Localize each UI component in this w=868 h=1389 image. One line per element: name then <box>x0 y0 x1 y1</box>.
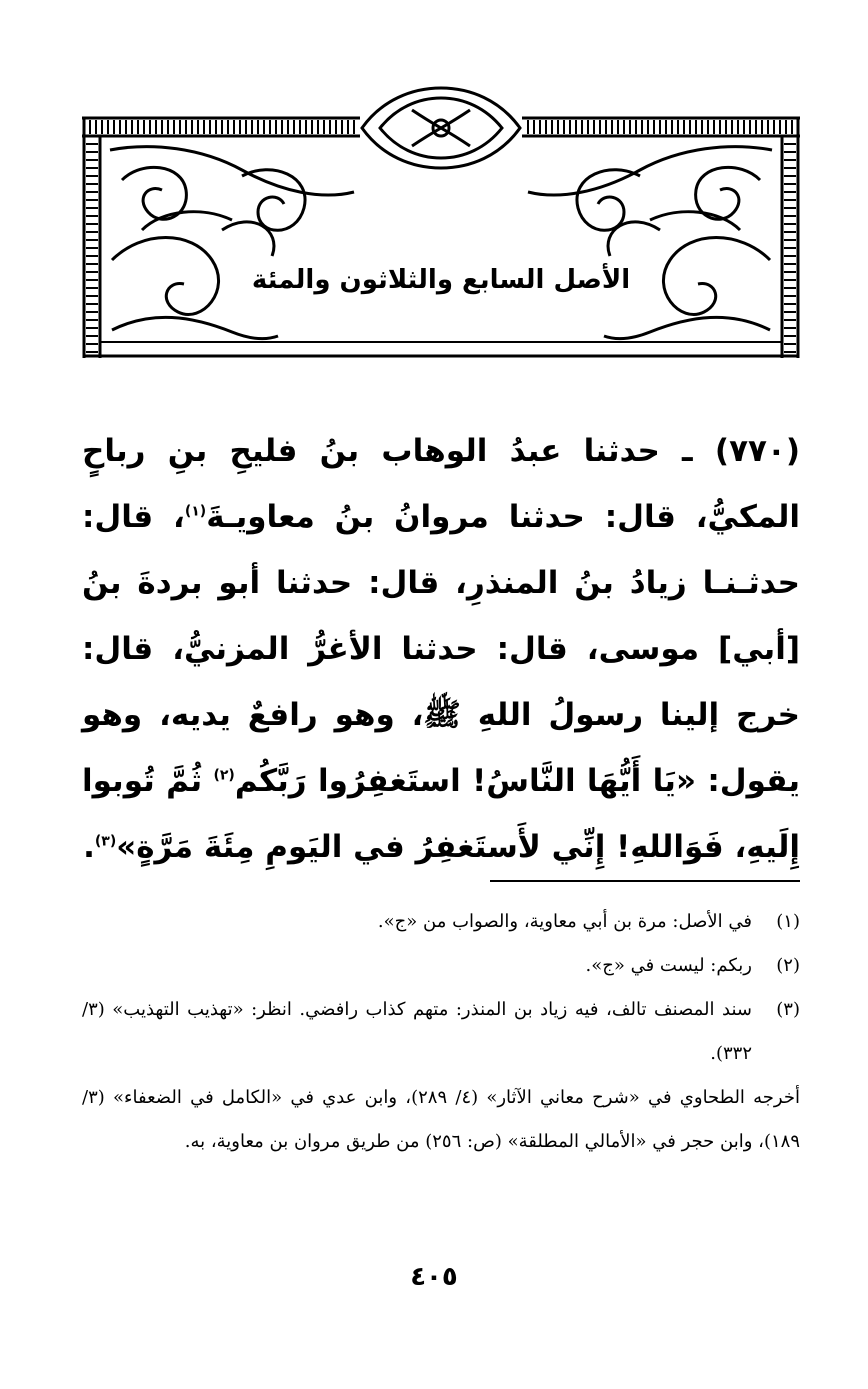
chapter-title: الأصل السابع والثلاثون والمئة <box>282 250 600 310</box>
page-number: ٤٠٥ <box>410 1262 458 1292</box>
footnote-number: (٢) <box>776 955 800 976</box>
footnote-ref-3[interactable]: (٣) <box>94 833 117 850</box>
chapter-header-ornament <box>82 80 800 358</box>
footnote-text: ربكم: ليست في «ج». <box>585 955 752 976</box>
hadith-text <box>82 418 800 880</box>
hadith-text-part-3: ثُمَّ تُوبوا إِلَيهِ، فَوَاللهِ! إِنِّي لأَستَغفِرُ في اليَومِ مِئَةَ مَرَّةٍ» <box>82 763 800 865</box>
footnote-separator <box>490 880 800 882</box>
footnotes <box>82 900 800 1164</box>
footnote-2 <box>82 944 800 988</box>
footnote-text: سند المصنف تالف، فيه زياد بن المنذر: متهم كذاب رافضي. انظر: «تهذيب التهذيب» (٣/ ٣٣٢). <box>82 999 752 1064</box>
hadith-text-part-1: ـ حدثنا عبدُ الوهاب بنُ فليحِ بنِ رباحٍ المكيُّ، قال: حدثنا مروانُ بنُ معاويـةَ <box>82 433 800 535</box>
footnote-ref-2[interactable]: (٢) <box>213 767 235 784</box>
hadith-paragraph <box>82 418 800 880</box>
hadith-text-part-2: ، قال: حدثـنـا زيادُ بنُ المنذرِ، قال: حدثنا أبو بردةَ بنُ [أبي] موسى، قال: حدثنا الأغرُّ المزنيُّ، قال: خرج إلينا رسولُ اللهِ ﷺ، وهو رافعٌ يديه، وهو يقول: «يَا أَيُّهَا النَّاسُ! استَغفِرُوا رَبَّكُم <box>82 499 801 799</box>
hadith-text-end: . <box>83 829 95 865</box>
footnote-1 <box>82 900 800 944</box>
footnote-number: (٣) <box>776 999 800 1020</box>
footnote-continuation: أخرجه الطحاوي في «شرح معاني الآثار» (٤/ ٢٨٩)، وابن عدي في «الكامل في الضعفاء» (٣/ ١٨٩)، وابن حجر في «الأمالي المطلقة» (ص: ٢٥٦) من طريق مروان بن معاوية، به. <box>82 1087 800 1152</box>
ornamental-frame-icon <box>82 80 800 358</box>
footnote-3 <box>82 988 800 1076</box>
footnote-number: (١) <box>776 911 800 932</box>
footnote-text: في الأصل: مرة بن أبي معاوية، والصواب من «ج». <box>377 911 752 932</box>
hadith-number: (٧٧٠) <box>714 433 801 469</box>
footnote-ref-1[interactable]: (١) <box>184 503 207 520</box>
